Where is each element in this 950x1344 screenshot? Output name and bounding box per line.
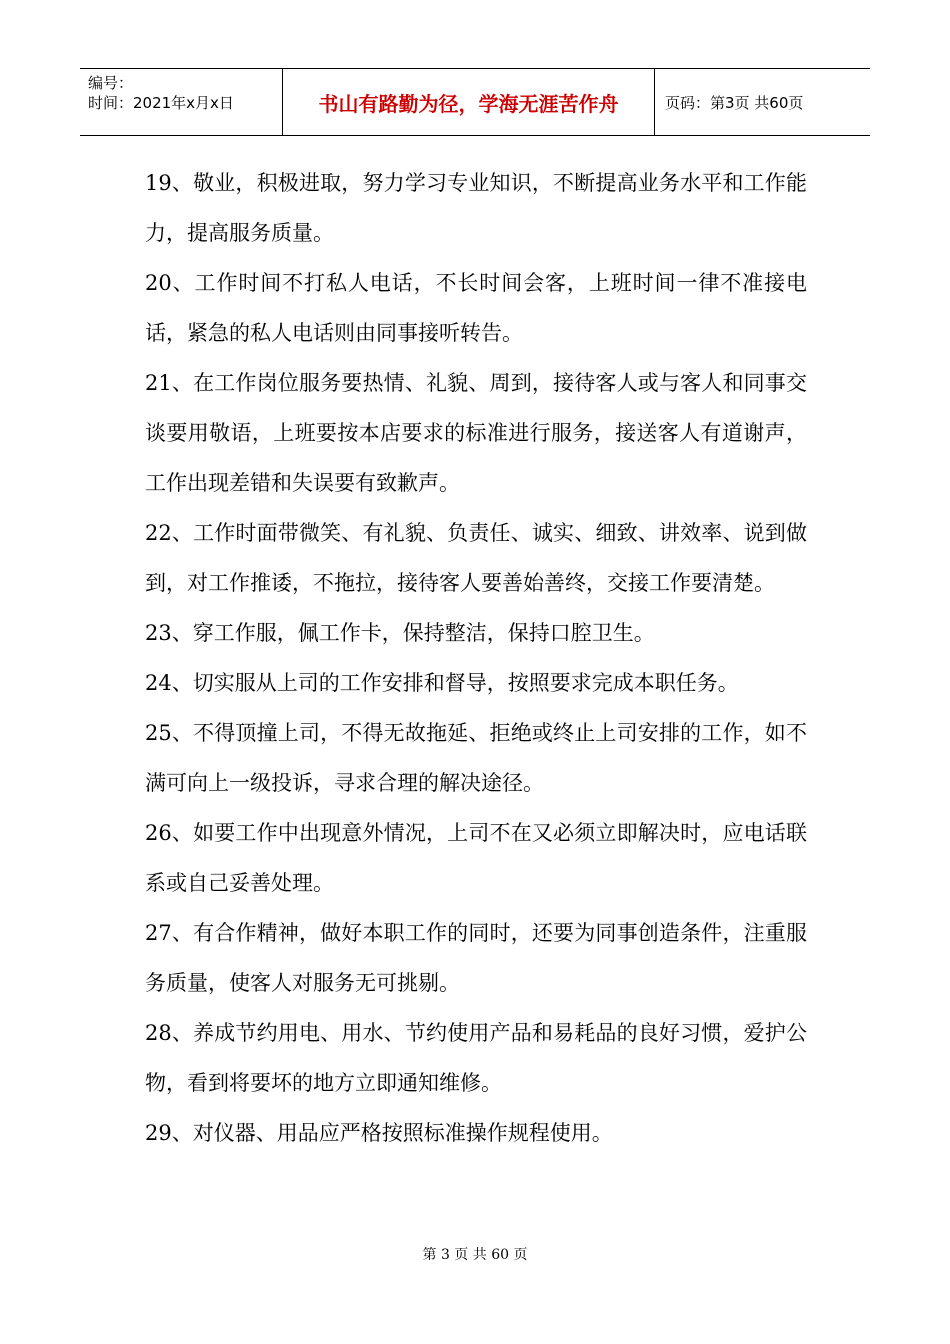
header-motto: 书山有路勤为径，学海无涯苦作舟 [283,69,655,135]
header-time-label: 时间：2021年x月x日 [88,94,234,112]
page-header [80,68,870,136]
paragraph-26: 26、如要工作中出现意外情况，上司不在又必须立即解决时，应电话联系或自己妥善处理。 [145,821,807,895]
paragraph-22: 22、工作时面带微笑、有礼貌、负责任、诚实、细致、讲效率、说到做到，对工作推诿，不拖拉，接待客人要善始善终，交接工作要清楚。 [145,521,807,595]
paragraph-21: 21、在工作岗位服务要热情、礼貌、周到，接待客人或与客人和同事交谈要用敬语，上班要按本店要求的标准进行服务，接送客人有道谢声，工作出现差错和失误要有致歉声。 [145,371,807,495]
header-meta [80,69,283,135]
header-page-info: 页码：第3页 共60页 [665,93,804,112]
header-number-label: 编号： [88,74,134,92]
paragraph-29: 29、对仪器、用品应严格按照标准操作规程使用。 [145,1121,613,1145]
paragraph-27: 27、有合作精神，做好本职工作的同时，还要为同事创造条件，注重服务质量，使客人对服务无可挑剔。 [145,921,807,995]
paragraph-19: 19、敬业，积极进取，努力学习专业知识，不断提高业务水平和工作能力，提高服务质量。 [145,171,807,245]
page-footer: 第 3 页 共 60 页 [422,1247,528,1263]
paragraph-20: 20、工作时间不打私人电话，不长时间会客，上班时间一律不准接电话，紧急的私人电话则由同事接听转告。 [145,271,807,345]
paragraph-25: 25、不得顶撞上司，不得无故拖延、拒绝或终止上司安排的工作，如不满可向上一级投诉，寻求合理的解决途径。 [145,721,807,795]
document-body [145,158,807,1158]
paragraph-24: 24、切实服从上司的工作安排和督导，按照要求完成本职任务。 [145,671,739,695]
paragraph-23: 23、穿工作服，佩工作卡，保持整洁，保持口腔卫生。 [145,621,655,645]
paragraph-28: 28、养成节约用电、用水、节约使用产品和易耗品的良好习惯，爱护公物，看到将要坏的地方立即通知维修。 [145,1021,807,1095]
